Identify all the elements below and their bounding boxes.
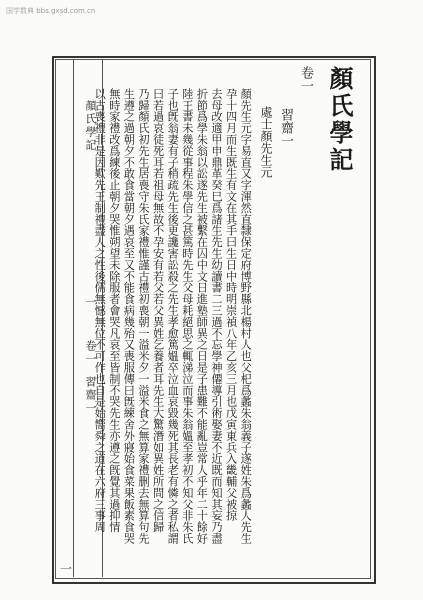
fold-mark: 一 (84, 296, 97, 309)
juan-heading: 卷一 (298, 66, 313, 92)
text-column: 以古喪禮非是因歎先王制禮盡人之性後儒無憾無位不可作也自是始嚮舜之道在六府三事周 (93, 88, 107, 533)
page-number: 一 (60, 562, 73, 576)
text-column: 曰若過哀徒死耳若祖母無故不孕安有若父若父異姓乞養者耳先生大驚潛如異姓所問之信歸 (151, 88, 165, 533)
text-column: 折節爲學朱翁以訟遂先生被繫在囚中文日進塾師異之日是子患難不能亂豈常人乎年二十餘好 (195, 88, 209, 544)
fold-book-title: 顏氏學記 (84, 100, 97, 152)
chapter-heading: 習齋一 (278, 108, 293, 147)
fold-juan: 卷一 (84, 340, 97, 366)
text-column: 顏先生元字易直又字渾然直隸保定府博野縣北楊村人也父𣏌爲蠡朱翁義子遂姓朱爲蠡人先生 (239, 88, 253, 544)
book-title: 顏氏學記 (325, 66, 354, 174)
text-column: 子也旣翁妻有子稍疏先生後更讒害訟殺之先生孝愈篤媼卒泣血哀毀幾死其長老有憐之者私謂 (166, 88, 180, 544)
text-column: 去母改適甲申鼎革癸巳爲諸生先生幼讀書二三過不忘學神僊導引術娶妻不近既而知其妄乃盡 (210, 88, 223, 544)
section-subtitle: 處士顏先生元 (259, 106, 273, 178)
text-column: 乃歸顏氏初先生居喪守朱氏家禮惟謹古禮初喪朝一溢米夕一溢米食之無算家禮删去無算句先 (137, 88, 150, 544)
text-column: 生遵之過朝夕不敢食當朝夕遇哀至又不能食病幾殆又喪服傳曰旣練舍外寢始食菜果飯素食哭 (122, 88, 136, 544)
fold-chapter: 習齋一 (84, 376, 97, 415)
text-column: 無時家禮改爲練後止朝夕哭惟朔望未除服者會哭凡哀至皆制不哭先生亦遵之旣覺其過抑情 (107, 88, 121, 533)
watermark: 国学数典 bbs.gxsd.com.cn (6, 7, 96, 15)
text-column: 陸王書未幾從事程朱學信之甚篤時先生父母耗絕思之輒涕泣而事朱翁媼至孝初不知父非朱氏 (180, 88, 194, 544)
text-column: 孕十四月而生既生有文在其手曰生日中時明崇禎八年乙亥三月也戊寅東兵入畿輔父被掠 (224, 88, 238, 522)
